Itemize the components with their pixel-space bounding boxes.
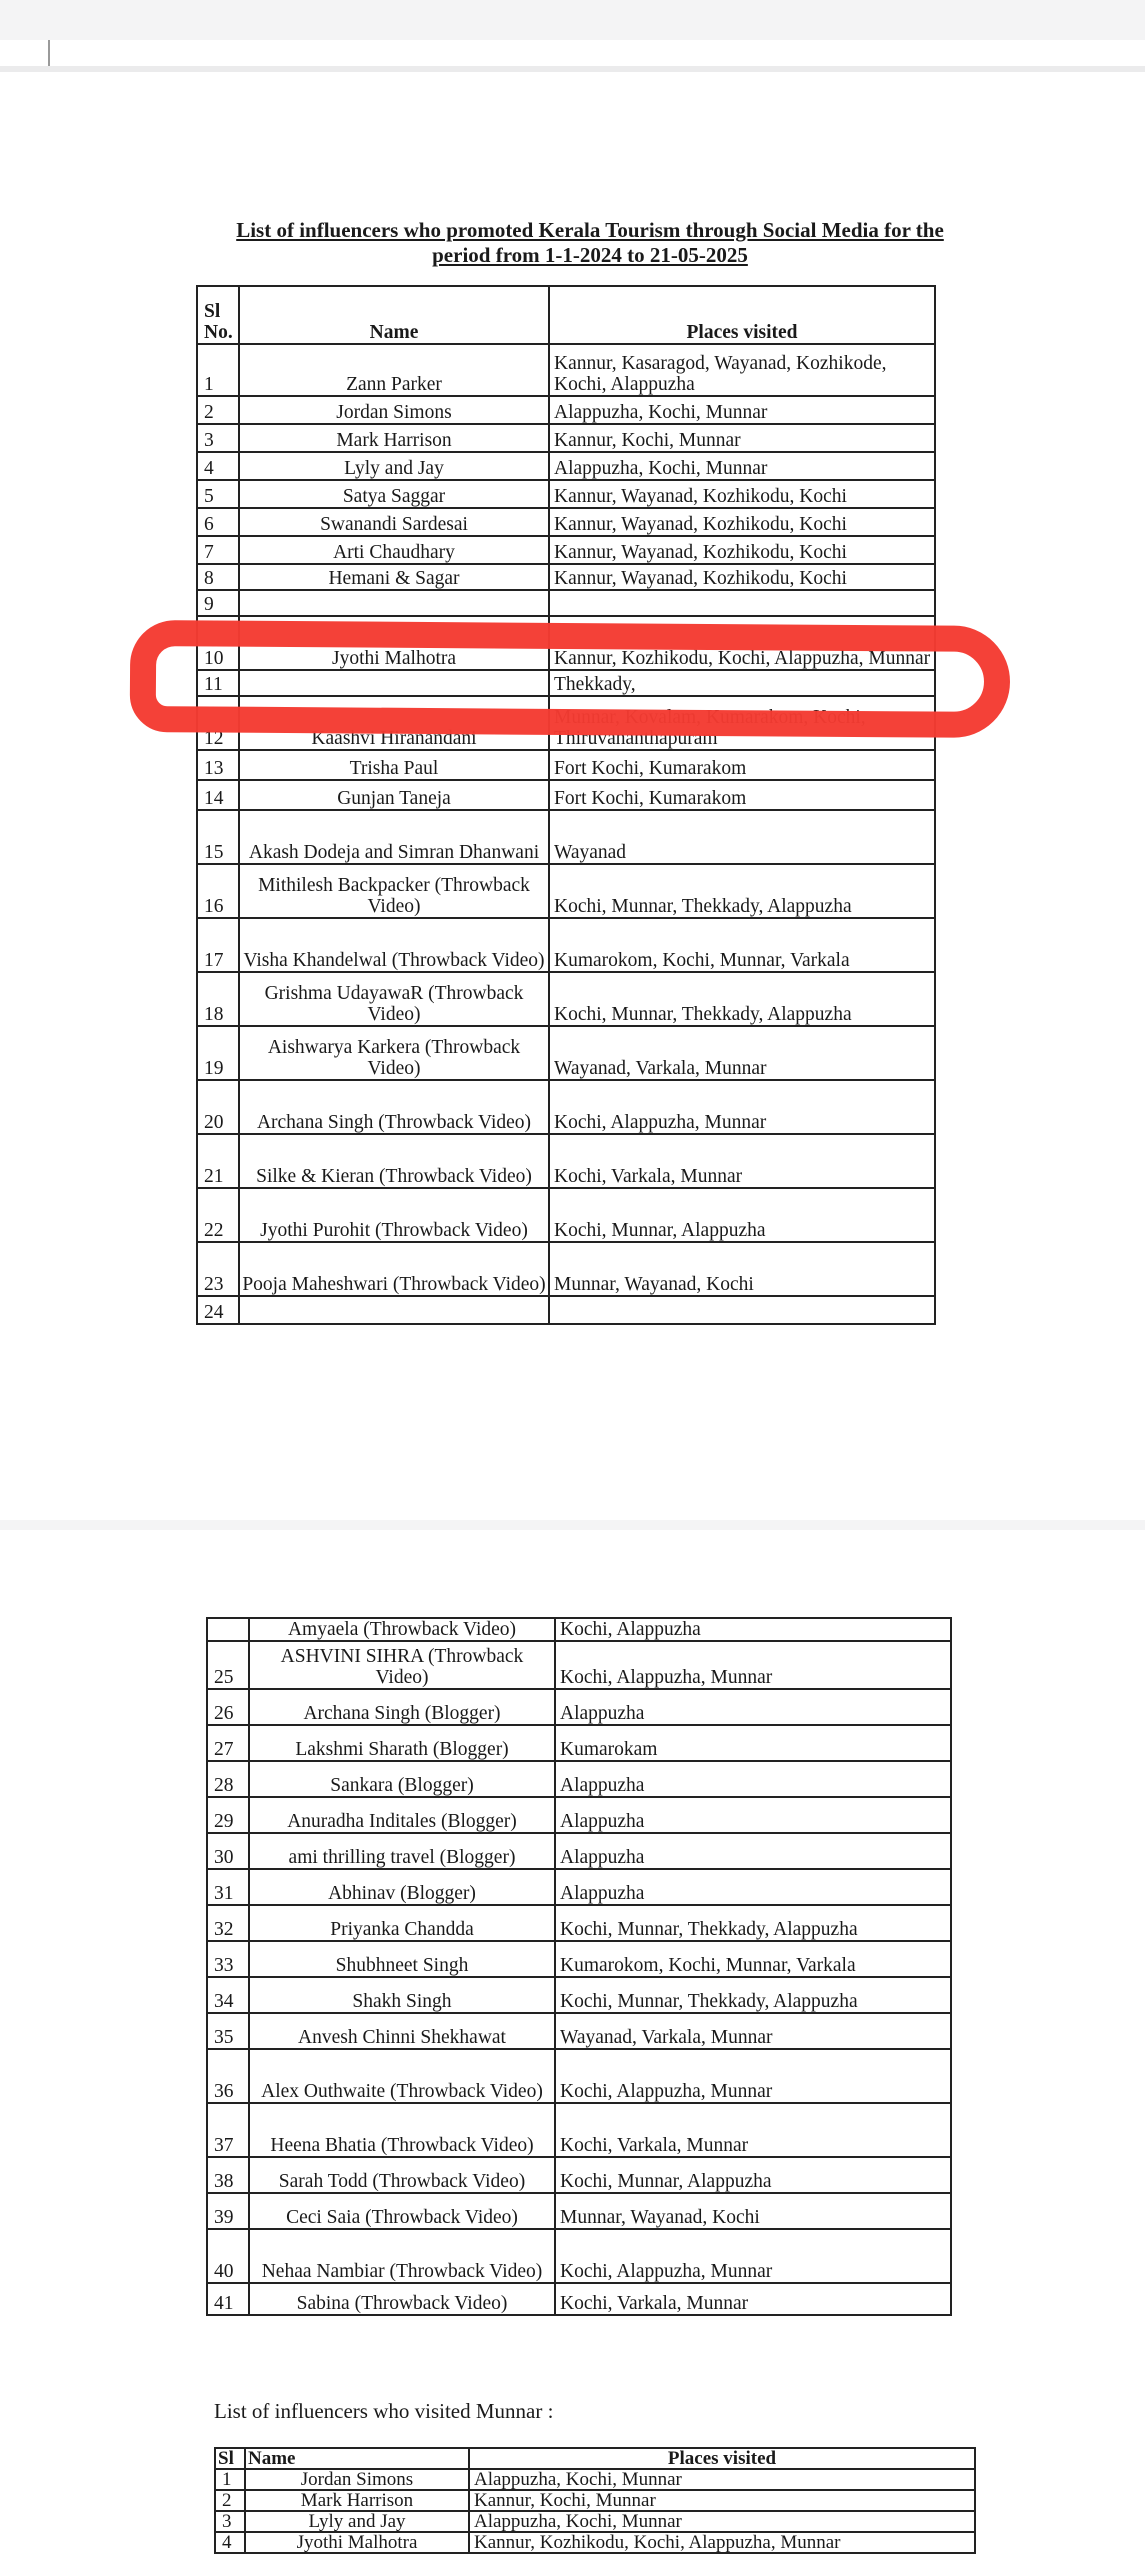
table-1-cell-sl: 10 [197,616,239,670]
table-1-cell-name: Jyothi Purohit (Throwback Video) [239,1188,549,1242]
table-1-cell-sl: 19 [197,1026,239,1080]
table-1-cell-places: Munnar, Wayanad, Kochi [549,1242,935,1296]
table-2-row [207,2157,951,2193]
table-1-cell-places: Kochi, Munnar, Thekkady, Alappuzha [549,972,935,1026]
table-2-cell-name: Lakshmi Sharath (Blogger) [249,1725,555,1761]
table-1-row [197,480,935,508]
table-2-cell-name: Anuradha Inditales (Blogger) [249,1797,555,1833]
table-1-cell-name: Kaashvi Hiranandani [239,696,549,750]
table-1-cell-places: Kannur, Wayanad, Kozhikodu, Kochi [549,480,935,508]
table-2-cell-places: Kumarokom, Kochi, Munnar, Varkala [555,1941,951,1977]
table-header-row [197,286,935,344]
table-1-cell-places: Kochi, Varkala, Munnar [549,1134,935,1188]
table-2-row [207,1797,951,1833]
table-1-cell-sl: 21 [197,1134,239,1188]
table-2-row [207,2013,951,2049]
table-1-cell-sl: 9 [197,590,239,616]
table-2-row [207,1977,951,2013]
table-1-row [197,1080,935,1134]
munnar-cell-sl: 3 [215,2511,245,2532]
table-1-cell-name: Jordan Simons [239,396,549,424]
page-edge-mark [48,40,50,66]
table-2-row [207,1641,951,1689]
table-2-cell-name: Heena Bhatia (Throwback Video) [249,2103,555,2157]
table-1-cell-sl: 2 [197,396,239,424]
table-2-cell-name: Anvesh Chinni Shekhawat [249,2013,555,2049]
table-1-cell-name: Akash Dodeja and Simran Dhanwani [239,810,549,864]
table-1-row [197,918,935,972]
munnar-cell-name: Lyly and Jay [245,2511,469,2532]
table-1-cell-sl: 4 [197,452,239,480]
table-1-cell-places: Fort Kochi, Kumarakom [549,780,935,810]
table-2-row [207,2193,951,2229]
munnar-cell-sl: 2 [215,2490,245,2511]
table-1-cell-places: Kannur, Wayanad, Kozhikodu, Kochi [549,564,935,590]
table-1-row [197,396,935,424]
table-1-cell-sl: 16 [197,864,239,918]
table-1-cell-name: Lyly and Jay [239,452,549,480]
table-1-row [197,452,935,480]
table-2-row [207,2103,951,2157]
table-1-cell-places: Kumarokom, Kochi, Munnar, Varkala [549,918,935,972]
table-1-cell-name: Trisha Paul [239,750,549,780]
table-2-cell-sl: 35 [207,2013,249,2049]
table-2-cell-sl: 33 [207,1941,249,1977]
table-2-cell-sl: 39 [207,2193,249,2229]
munnar-header-name: Name [245,2448,469,2469]
munnar-caption: List of influencers who visited Munnar : [214,2399,554,2423]
munnar-cell-places: Kannur, Kozhikodu, Kochi, Alappuzha, Munnar [469,2532,975,2553]
table-1-row [197,750,935,780]
table-1-cell-places [549,590,935,616]
table-2-cell-name: Shubhneet Singh [249,1941,555,1977]
table-1-cell-places: Alappuzha, Kochi, Munnar [549,396,935,424]
table-2-cell-places: Kochi, Varkala, Munnar [555,2283,951,2315]
table-2-row [207,1689,951,1725]
table-2-cell-places: Kochi, Alappuzha, Munnar [555,1641,951,1689]
table-1-cell-sl: 8 [197,564,239,590]
table-2-row [207,1725,951,1761]
influencer-table-part-2 [206,1617,952,2316]
munnar-header-row [215,2448,975,2469]
table-1-cell-sl: 12 [197,696,239,750]
table-2-cell-places: Munnar, Wayanad, Kochi [555,2193,951,2229]
table-2-cell-sl [207,1618,249,1641]
table-2-cell-name: ami thrilling travel (Blogger) [249,1833,555,1869]
table-1-cell-name: Mark Harrison [239,424,549,452]
table-1-cell-places: Kannur, Kozhikodu, Kochi, Alappuzha, Munnar [549,616,935,670]
red-highlight-marker [130,620,1011,738]
table-1-cell-name: Pooja Maheshwari (Throwback Video) [239,1242,549,1296]
table-2-cell-places: Kochi, Alappuzha, Munnar [555,2229,951,2283]
table-2-cell-sl: 30 [207,1833,249,1869]
title-line-1: List of influencers who promoted Kerala Tourism through Social Media for the [236,218,944,242]
table-1-cell-name [239,590,549,616]
title-line-2: period from 1-1-2024 to 21-05-2025 [432,243,748,267]
table-2-cell-sl: 36 [207,2049,249,2103]
table-2-cell-places: Kumarokam [555,1725,951,1761]
table-1-cell-name: Hemani & Sagar [239,564,549,590]
table-1-row [197,1134,935,1188]
table-1-cell-sl: 6 [197,508,239,536]
table-1-row [197,1296,935,1324]
munnar-cell-name: Jyothi Malhotra [245,2532,469,2553]
header-sl-line-1: Sl [204,301,221,322]
header-sl-line-2: No. [204,322,233,343]
table-2-cell-places: Kochi, Varkala, Munnar [555,2103,951,2157]
table-2-cell-sl: 27 [207,1725,249,1761]
document-title [170,218,1010,268]
table-1-cell-sl: 11 [197,670,239,696]
table-1-cell-sl: 18 [197,972,239,1026]
table-2-cell-sl: 32 [207,1905,249,1941]
table-1-row [197,424,935,452]
table-1-cell-name: Jyothi Malhotra [239,616,549,670]
table-2-cell-name: Alex Outhwaite (Throwback Video) [249,2049,555,2103]
table-1-cell-places: Munnar, Kovalam, Kumarakom, Kochi, Thiruvananthapuram [549,696,935,750]
table-1-cell-sl: 14 [197,780,239,810]
munnar-row [215,2469,975,2490]
table-1-cell-sl: 1 [197,344,239,396]
munnar-header-places: Places visited [469,2448,975,2469]
table-1-cell-places: Kochi, Munnar, Thekkady, Alappuzha [549,864,935,918]
table-1-cell-name [239,1296,549,1324]
table-1-cell-sl: 20 [197,1080,239,1134]
table-1-cell-sl: 7 [197,536,239,564]
munnar-row [215,2490,975,2511]
table-2-cell-name: Sabina (Throwback Video) [249,2283,555,2315]
table-1-row [197,780,935,810]
table-1-cell-places: Kochi, Munnar, Alappuzha [549,1188,935,1242]
table-2-cell-places: Kochi, Munnar, Thekkady, Alappuzha [555,1905,951,1941]
munnar-cell-name: Mark Harrison [245,2490,469,2511]
munnar-cell-sl: 4 [215,2532,245,2553]
table-1-cell-sl: 22 [197,1188,239,1242]
munnar-cell-places: Alappuzha, Kochi, Munnar [469,2511,975,2532]
table-2-row [207,1761,951,1797]
table-1-cell-name: Archana Singh (Throwback Video) [239,1080,549,1134]
table-1-cell-sl: 13 [197,750,239,780]
header-name: Name [239,286,549,344]
table-1-cell-name: Silke & Kieran (Throwback Video) [239,1134,549,1188]
table-1-cell-places: Kannur, Kasaragod, Wayanad, Kozhikode, Kochi, Alappuzha [549,344,935,396]
table-2-cell-places: Alappuzha [555,1833,951,1869]
table-2-cell-name: Amyaela (Throwback Video) [249,1618,555,1641]
table-2-cell-places: Alappuzha [555,1797,951,1833]
table-2-cell-name: Sarah Todd (Throwback Video) [249,2157,555,2193]
table-1-cell-places [549,1296,935,1324]
table-1-cell-places: Kannur, Wayanad, Kozhikodu, Kochi [549,536,935,564]
table-2-cell-sl: 40 [207,2229,249,2283]
table-1-cell-name: Visha Khandelwal (Throwback Video) [239,918,549,972]
table-1-row [197,508,935,536]
table-2-row [207,1941,951,1977]
table-1-cell-sl: 17 [197,918,239,972]
munnar-row [215,2532,975,2553]
table-2-row [207,2229,951,2283]
table-2-cell-sl: 34 [207,1977,249,2013]
munnar-cell-places: Kannur, Kochi, Munnar [469,2490,975,2511]
munnar-cell-name: Jordan Simons [245,2469,469,2490]
table-2-row [207,1833,951,1869]
munnar-header-sl: Sl [215,2448,245,2469]
table-2-cell-sl: 26 [207,1689,249,1725]
table-2-row [207,1618,951,1641]
table-2-cell-sl: 38 [207,2157,249,2193]
table-1-cell-sl: 23 [197,1242,239,1296]
table-1-row [197,972,935,1026]
table-1-cell-sl: 3 [197,424,239,452]
table-1-cell-name: Satya Saggar [239,480,549,508]
table-2-cell-name: Sankara (Blogger) [249,1761,555,1797]
table-2-cell-name: Shakh Singh [249,1977,555,2013]
munnar-cell-places: Alappuzha, Kochi, Munnar [469,2469,975,2490]
page-divider [0,66,1145,72]
table-2-cell-places: Alappuzha [555,1689,951,1725]
table-1-cell-places: Alappuzha, Kochi, Munnar [549,452,935,480]
table-2-cell-places: Kochi, Munnar, Alappuzha [555,2157,951,2193]
table-2-cell-places: Alappuzha [555,1869,951,1905]
table-2-cell-name: Priyanka Chandda [249,1905,555,1941]
table-1-cell-places: Kannur, Wayanad, Kozhikodu, Kochi [549,508,935,536]
table-2-row [207,1905,951,1941]
header-sl [197,286,239,344]
table-2-cell-name: Nehaa Nambiar (Throwback Video) [249,2229,555,2283]
table-1-row [197,1242,935,1296]
table-2-row [207,2049,951,2103]
table-2-cell-sl: 29 [207,1797,249,1833]
table-1-row [197,344,935,396]
table-2-cell-sl: 37 [207,2103,249,2157]
influencer-table-part-1 [196,285,936,1325]
table-1-cell-name: Mithilesh Backpacker (Throwback Video) [239,864,549,918]
munnar-row [215,2511,975,2532]
table-2-cell-places: Kochi, Munnar, Thekkady, Alappuzha [555,1977,951,2013]
table-1-cell-places: Wayanad, Varkala, Munnar [549,1026,935,1080]
table-1-row [197,590,935,616]
munnar-table [214,2447,976,2554]
table-2-row [207,1869,951,1905]
table-1-cell-name: Swanandi Sardesai [239,508,549,536]
table-2-cell-places: Kochi, Alappuzha [555,1618,951,1641]
table-1-cell-name: Gunjan Taneja [239,780,549,810]
table-1-row [197,1188,935,1242]
table-1-cell-places: Kochi, Alappuzha, Munnar [549,1080,935,1134]
table-1-cell-name: Grishma UdayawaR (Throwback Video) [239,972,549,1026]
table-2-cell-name: Abhinav (Blogger) [249,1869,555,1905]
table-2-cell-name: ASHVINI SIHRA (Throwback Video) [249,1641,555,1689]
table-1-cell-sl: 5 [197,480,239,508]
table-2-cell-sl: 25 [207,1641,249,1689]
table-2-cell-places: Kochi, Alappuzha, Munnar [555,2049,951,2103]
table-2-cell-name: Archana Singh (Blogger) [249,1689,555,1725]
table-1-row [197,864,935,918]
table-1-cell-name: Arti Chaudhary [239,536,549,564]
table-1-row [197,1026,935,1080]
munnar-cell-sl: 1 [215,2469,245,2490]
table-1-cell-places: Fort Kochi, Kumarakom [549,750,935,780]
table-1-row [197,810,935,864]
table-1-cell-places: Wayanad [549,810,935,864]
table-2-cell-sl: 31 [207,1869,249,1905]
table-1-row [197,564,935,590]
table-1-cell-places: Thekkady, [549,670,935,696]
table-1-cell-sl: 15 [197,810,239,864]
table-2-cell-places: Wayanad, Varkala, Munnar [555,2013,951,2049]
table-1-cell-name: Aishwarya Karkera (Throwback Video) [239,1026,549,1080]
table-2-cell-name: Ceci Saia (Throwback Video) [249,2193,555,2229]
table-2-cell-sl: 41 [207,2283,249,2315]
header-places: Places visited [549,286,935,344]
table-2-cell-places: Alappuzha [555,1761,951,1797]
table-1-cell-name: Zann Parker [239,344,549,396]
table-1-cell-sl: 24 [197,1296,239,1324]
table-1-row [197,536,935,564]
table-2-cell-sl: 28 [207,1761,249,1797]
table-1-cell-places: Kannur, Kochi, Munnar [549,424,935,452]
table-2-row [207,2283,951,2315]
